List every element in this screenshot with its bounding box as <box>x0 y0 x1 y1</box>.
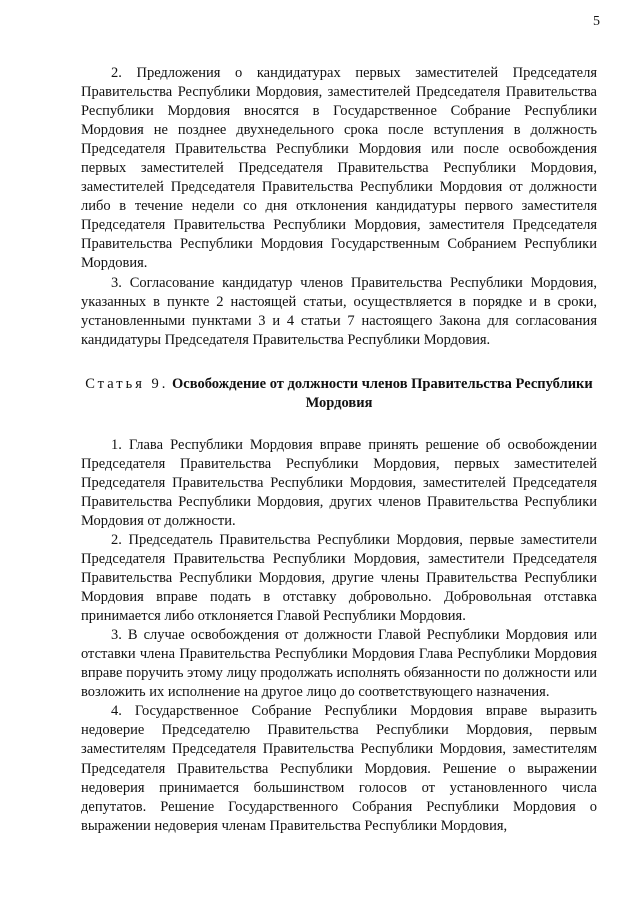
page-number: 5 <box>593 14 600 29</box>
article-title: Освобождение от должности членов Правительства Республики Мордовия <box>172 375 593 411</box>
article-paragraph-3: 3. В случае освобождения от должности Главой Республики Мордовия или отставки члена Правительства Республики Мордовия Глава Республики Мордовия вправе поручить этому лицу продолжать исполнять обязанности по должности или возложить их исполнение на другое лицо до соответствующего назначения. <box>81 627 597 701</box>
article-paragraph-4: 4. Государственное Собрание Республики Мордовия вправе выразить недоверие Председателю Правительства Республики Мордовия, первым заместителям Председателя Правительства Республики Мордовия, заместителям Председателя Правительства Республики Мордовия. Решение о выражении недоверия принимается большинством голосов от установленного числа депутатов. Решение Государственного Собрания Республики Мордовия о выражении недоверия членам Правительства Республики Мордовия, <box>81 703 597 834</box>
article-paragraph-2: 2. Председатель Правительства Республики Мордовия, первые заместители Председателя Правительства Республики Мордовия, заместители Председателя Правительства Республики Мордовия, другие члены Правительства Республики Мордовия вправе подать в отставку добровольно. Добровольная отставка принимается либо отклоняется Главой Республики Мордовия. <box>81 531 597 625</box>
paragraph-2: 2. Предложения о кандидатурах первых заместителей Председателя Правительства Республики Мордовия, заместителей Председателя Правительства Республики Мордовия вносятся в Государственное Собрание Республики Мордовия не позднее двухнедельного срока после вступления в должность Председателя Правительства Республики Мордовия или после освобождения первых заместителей Председателя Правительства Республики Мордовия, заместителей Председателя Правительства Республики Мордовия от должности либо в течение недели со дня отклонения кандидатуры первого заместителя Председателя Правительства Республики Мордовия, заместителя Председателя Правительства Республики Мордовия Государственным Собранием Республики Мордовия. <box>81 65 597 272</box>
document-body <box>81 64 597 836</box>
article-paragraph-1: 1. Глава Республики Мордовия вправе принять решение об освобождении Председателя Правительства Республики Мордовия, первых заместителей Председателя Правительства Республики Мордовия, заместителей Председателя Правительства Республики Мордовия, других членов Правительства Республики Мордовия от должности. <box>81 436 597 529</box>
article-label: Статья 9. <box>85 375 169 392</box>
paragraph-3: 3. Согласование кандидатур членов Правительства Республики Мордовия, указанных в пункте 2 настоящей статьи, осуществляется в порядке и в сроки, установленными пунктами 3 и 4 статьи 7 настоящего Закона для согласования кандидатуры Председателя Правительства Республики Мордовия. <box>81 274 597 348</box>
article-heading <box>81 375 597 413</box>
